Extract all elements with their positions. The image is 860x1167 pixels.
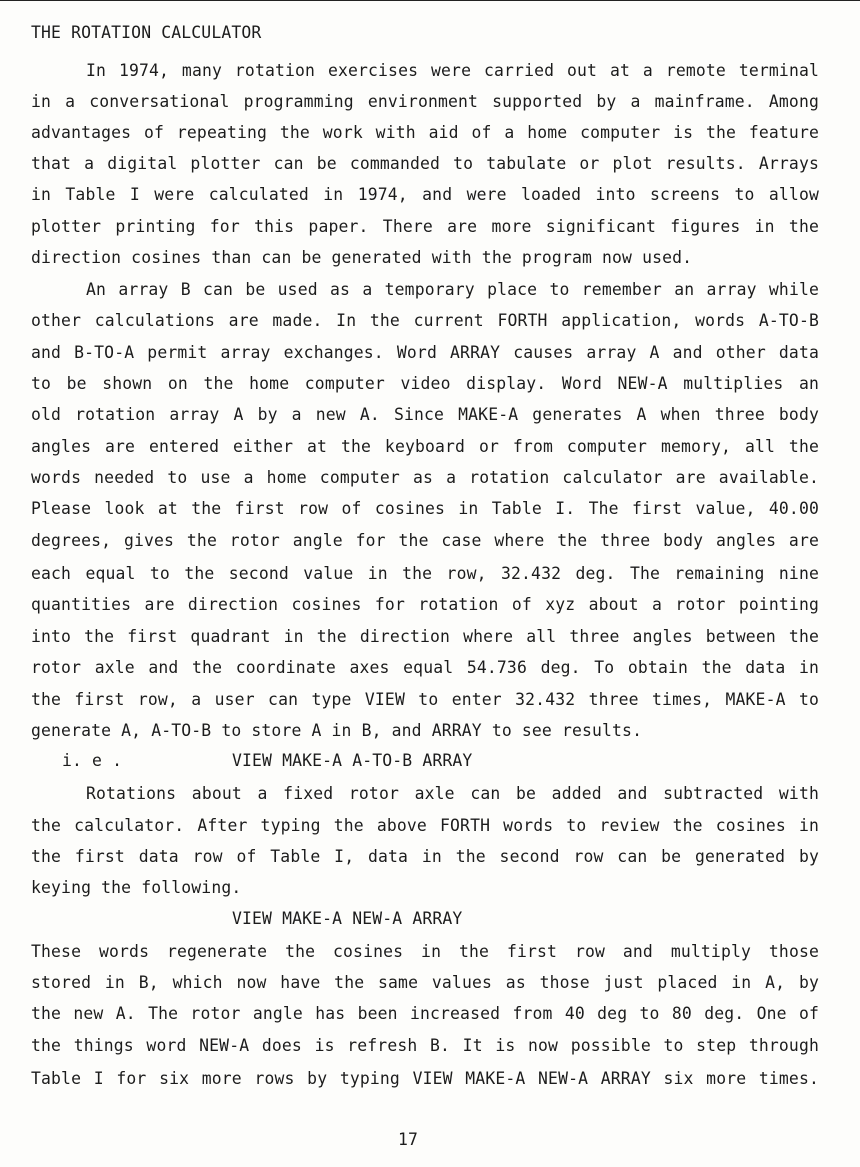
page-title: THE ROTATION CALCULATOR — [31, 23, 262, 42]
page-number: 17 — [397, 1130, 419, 1149]
text-line: the things word NEW-A does is refresh B. It is now possible to step through — [31, 1036, 819, 1055]
text-line: the first row, a user can type VIEW to enter 32.432 three times, MAKE-A to — [31, 690, 819, 709]
text-line: In 1974, many rotation exercises were carried out at a remote terminal — [86, 61, 819, 80]
ie-label: i. e . — [62, 751, 123, 770]
text-line: each equal to the second value in the row, 32.432 deg. The remaining nine — [31, 564, 819, 583]
text-line: An array B can be used as a temporary place to remember an array while — [86, 280, 819, 299]
text-line: and B-TO-A permit array exchanges. Word ARRAY causes array A and other data — [31, 343, 819, 362]
text-line: stored in B, which now have the same values as those just placed in A, by — [31, 973, 819, 992]
text-line: into the first quadrant in the direction where all three angles between the — [31, 627, 819, 646]
text-line: in Table I were calculated in 1974, and were loaded into screens to allow — [31, 185, 819, 204]
text-line: degrees, gives the rotor angle for the case where the three body angles are — [31, 531, 819, 550]
text-line: keying the following. — [31, 878, 242, 897]
text-line: words needed to use a home computer as a rotation calculator are available. — [31, 468, 819, 487]
text-line: the first data row of Table I, data in the second row can be generated by — [31, 847, 819, 866]
text-line: Rotations about a fixed rotor axle can be added and subtracted with — [86, 784, 819, 803]
text-line: advantages of repeating the work with aid of a home computer is the feature — [31, 123, 819, 142]
text-line: plotter printing for this paper. There are more significant figures in the — [31, 217, 819, 236]
text-line: old rotation array A by a new A. Since MAKE-A generates A when three body — [31, 405, 819, 424]
text-line: in a conversational programming environment supported by a mainframe. Among — [31, 92, 819, 111]
text-line: Please look at the first row of cosines in Table I. The first value, 40.00 — [31, 499, 819, 518]
text-line: other calculations are made. In the current FORTH application, words A-TO-B — [31, 311, 819, 330]
forth-command-line: VIEW MAKE-A NEW-A ARRAY — [232, 909, 463, 928]
text-line: rotor axle and the coordinate axes equal 54.736 deg. To obtain the data in — [31, 658, 819, 677]
text-line: Table I for six more rows by typing VIEW MAKE-A NEW-A ARRAY six more times. — [31, 1069, 819, 1088]
text-line: direction cosines than can be generated with the program now used. — [31, 248, 693, 267]
forth-command-line: VIEW MAKE-A A-TO-B ARRAY — [232, 751, 473, 770]
text-line: angles are entered either at the keyboard or from computer memory, all the — [31, 437, 819, 456]
text-line: that a digital plotter can be commanded to tabulate or plot results. Arrays — [31, 154, 819, 173]
text-line: generate A, A-TO-B to store A in B, and ARRAY to see results. — [31, 721, 643, 740]
text-line: the calculator. After typing the above FORTH words to review the cosines in — [31, 816, 819, 835]
text-line: to be shown on the home computer video display. Word NEW-A multiplies an — [31, 374, 819, 393]
text-line: These words regenerate the cosines in the first row and multiply those — [31, 942, 819, 961]
text-line: the new A. The rotor angle has been increased from 40 deg to 80 deg. One of — [31, 1004, 819, 1023]
text-line: quantities are direction cosines for rotation of xyz about a rotor pointing — [31, 595, 819, 614]
